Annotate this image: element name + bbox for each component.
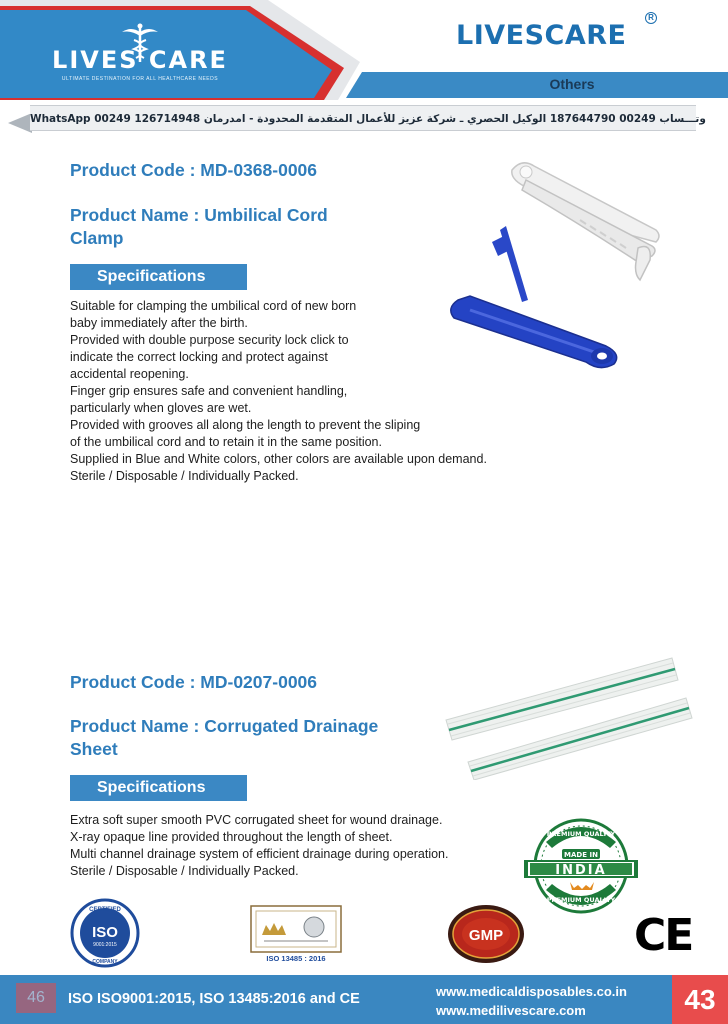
specifications-list-2: [70, 812, 550, 880]
product-name-label: Product Name :: [70, 716, 205, 736]
spec-line: Supplied in Blue and White colors, other colors are available upon demand.: [70, 452, 487, 466]
india-text: INDIA: [555, 863, 607, 878]
iso-standard-text: 9001:2015: [93, 942, 117, 948]
white-clamp: [512, 163, 659, 280]
ce-mark: CE: [634, 910, 693, 961]
spec-line: X-ray opaque line provided throughout the length of sheet.: [70, 830, 393, 844]
website-link-1[interactable]: www.medicaldisposables.co.in: [436, 984, 627, 999]
product-name-value-line2: Sheet: [70, 739, 118, 759]
footer-websites: [436, 982, 627, 1020]
globe-icon: [304, 917, 324, 937]
iso-company-text: COMPANY: [92, 959, 118, 965]
iso-certified-text: CERTIFIED: [89, 907, 121, 913]
website-link-2[interactable]: www.medilivescare.com: [436, 1003, 586, 1018]
umbilical-clamp-image: [430, 150, 680, 380]
spec-line: Multi channel drainage system of efficient drainage during operation.: [70, 847, 449, 861]
registered-icon: R: [645, 12, 657, 24]
specifications-heading-1: Specifications: [70, 264, 247, 290]
product-code-2: [70, 672, 317, 693]
product-name-value-line2: Clamp: [70, 228, 124, 248]
spec-line: Provided with grooves all along the length to prevent the sliping: [70, 418, 421, 432]
iso-certified-seal: [70, 898, 140, 968]
spec-line: baby immediately after the birth.: [70, 316, 248, 330]
footer-certifications: ISO ISO9001:2015, ISO 13485:2016 and CE: [68, 991, 360, 1007]
india-bottom-text: PREMIUM QUALITY: [546, 896, 616, 904]
spec-line: Finger grip ensures safe and convenient handling,: [70, 384, 348, 398]
category-title: Others: [549, 76, 595, 92]
spec-line: accidental reopening.: [70, 367, 189, 381]
product-code-1: [70, 160, 317, 181]
drainage-sheet-image: [440, 650, 700, 780]
page-footer: [0, 975, 728, 1024]
contact-banner: [30, 105, 706, 131]
blue-clamp: [451, 226, 617, 368]
spec-line: of the umbilical cord and to retain it in the same position.: [70, 435, 382, 449]
gmp-seal: [446, 903, 526, 965]
iso-text: ISO: [92, 924, 118, 941]
spec-line: Sterile / Disposable / Individually Packed.: [70, 864, 299, 878]
page-header: [0, 0, 728, 100]
made-in-text: MADE IN: [564, 851, 598, 859]
previous-page-number: 46: [16, 983, 56, 1013]
spec-line: Suitable for clamping the umbilical cord of new born: [70, 299, 357, 313]
product-code-value: MD-0368-0006: [200, 160, 318, 180]
brand-name: LIVESCARE: [456, 20, 627, 51]
made-in-india-badge: [522, 816, 640, 916]
product-code-label: Product Code :: [70, 160, 201, 180]
spec-line: Sterile / Disposable / Individually Packed.: [70, 469, 299, 483]
spec-line: Extra soft super smooth PVC corrugated sheet for wound drainage.: [70, 813, 443, 827]
iso-13485-text: ISO 13485 : 2016: [266, 954, 326, 963]
gmp-text: GMP: [468, 927, 504, 944]
contact-text: WhatsApp 00249 126714948 وتـــساب 00249 187644790 الوكيل الحصري ـ شركة عزيز للأعمال المتقدمة المحدودة - امدرمان: [30, 113, 706, 125]
product-name-value: Corrugated Drainage: [204, 716, 379, 736]
product-code-value: MD-0207-0006: [200, 672, 318, 692]
india-top-text: PREMIUM QUALITY: [546, 830, 616, 838]
product-name-value: Umbilical Cord: [204, 205, 328, 225]
product-name-label: Product Name :: [70, 205, 205, 225]
spec-line: Provided with double purpose security lock click to: [70, 333, 349, 347]
spec-line: indicate the correct locking and protect against: [70, 350, 328, 364]
specifications-heading-2: Specifications: [70, 775, 247, 801]
iso-13485-badge: [250, 905, 342, 965]
header-logo: [40, 20, 240, 86]
logo-text: LIVES CARE: [52, 46, 228, 74]
banner-arrow-shape: [8, 113, 32, 133]
product-name-2: [70, 715, 390, 761]
product-name-1: [70, 204, 390, 250]
product-code-label: Product Code :: [70, 672, 201, 692]
spec-line: particularly when gloves are wet.: [70, 401, 252, 415]
page-number: 43: [672, 975, 728, 1024]
logo-tagline: ULTIMATE DESTINATION FOR ALL HEALTHCARE NEEDS: [61, 76, 219, 82]
